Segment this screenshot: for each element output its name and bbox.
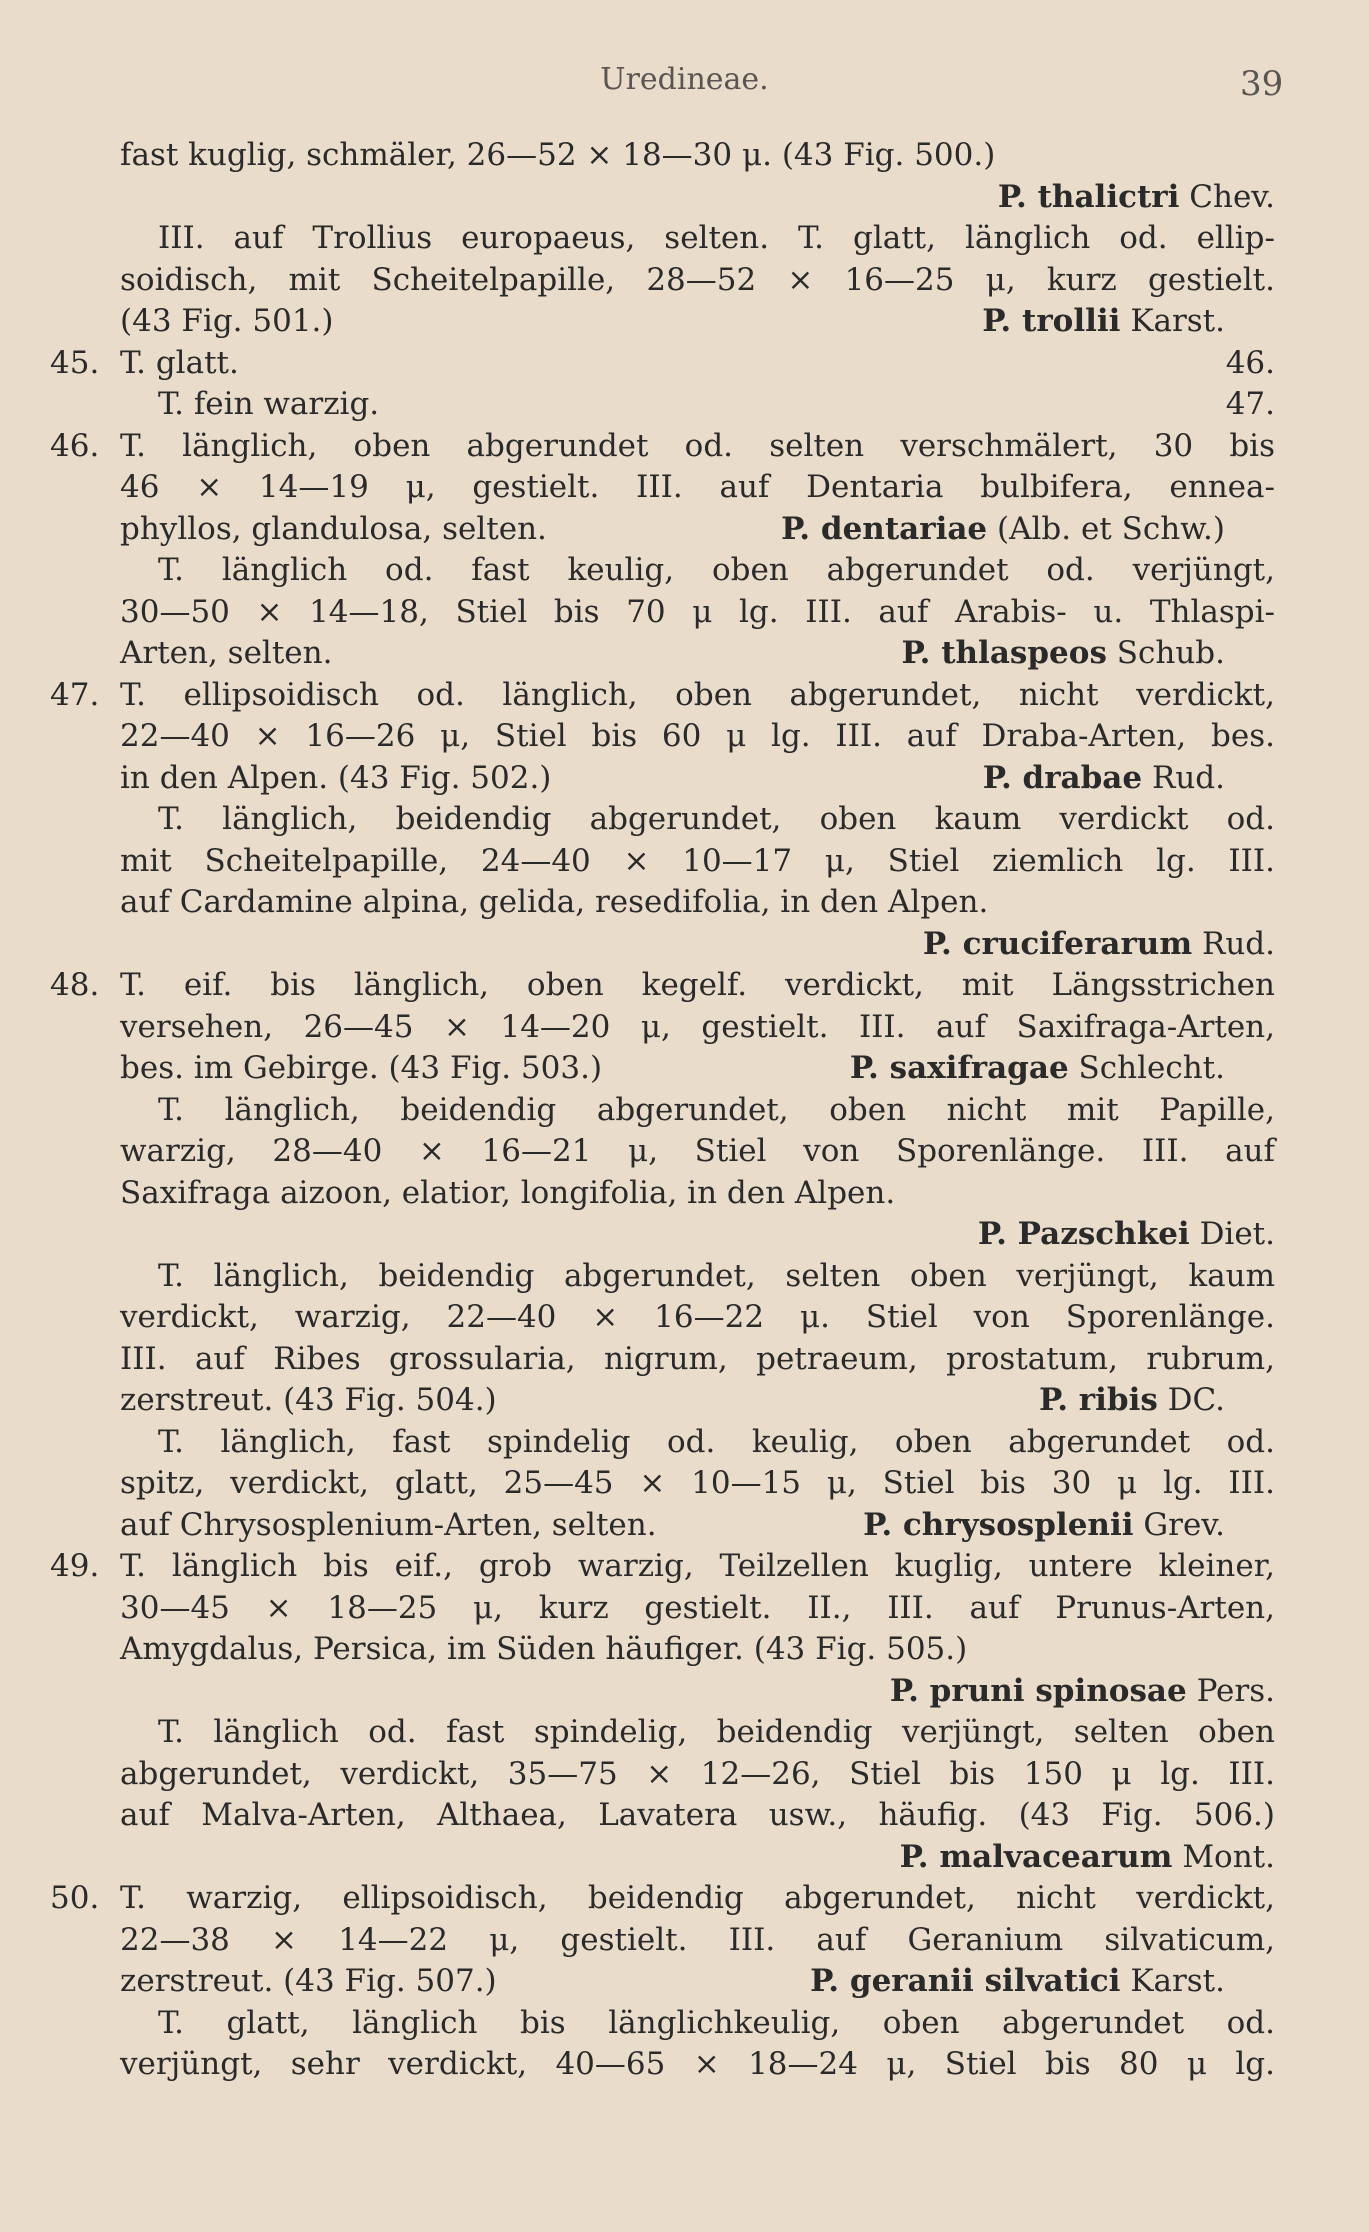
- text-line: [120, 1380, 1275, 1422]
- line-text: T. länglich, beidendig abgerundet, oben kaum verdickt od.: [158, 801, 1275, 837]
- species-author: (Alb. et Schw.): [997, 510, 1225, 547]
- key-number: 46.: [50, 427, 100, 464]
- line-text: T. länglich, fast spindelig od. keulig, oben abgerundet od.: [158, 1423, 1275, 1460]
- text-line: [120, 1920, 1275, 1962]
- text-body: [50, 135, 1275, 2086]
- text-line: [120, 882, 1275, 924]
- line-text: phyllos, glandulosa, selten.: [120, 510, 547, 547]
- text-line: [120, 1339, 1275, 1381]
- species-name: P. saxifragae: [849, 1050, 1069, 1086]
- line-text: Arten, selten.: [120, 635, 333, 671]
- text-line: [50, 965, 1275, 1007]
- key-number: 48.: [50, 967, 100, 1003]
- text-line: [120, 1961, 1275, 2003]
- species-author: Schub.: [1116, 635, 1225, 671]
- text-line: [120, 260, 1275, 302]
- line-text: versehen, 26—45 × 14—20 μ, gestielt. III. auf Saxifraga-Arten,: [120, 1008, 1275, 1045]
- text-line: [120, 716, 1275, 758]
- line-text: auf Malva-Arten, Althaea, Lavatera usw., häufig. (43 Fig. 506.): [120, 1797, 1275, 1833]
- species-entry: [863, 1505, 1275, 1547]
- text-line: [50, 1878, 1275, 1920]
- line-text: auf Cardamine alpina, gelida, resedifolia, in den Alpen.: [120, 884, 989, 920]
- species-author: Schlecht.: [1078, 1050, 1225, 1086]
- line-text: T. glatt.: [120, 344, 239, 381]
- line-text: warzig, 28—40 × 16—21 μ, Stiel von Sporenlänge. III. auf: [120, 1133, 1275, 1169]
- text-line: [120, 758, 1275, 800]
- species-author: Chev.: [1189, 178, 1275, 215]
- species-entry: [850, 1048, 1275, 1090]
- key-reference: 46.: [1225, 344, 1275, 381]
- line-text: verjüngt, sehr verdickt, 40—65 × 18—24 μ, Stiel bis 80 μ lg.: [120, 2046, 1275, 2082]
- line-text: T. ellipsoidisch od. länglich, oben abgerundet, nicht verdickt,: [120, 676, 1275, 713]
- text-line: [120, 1505, 1275, 1547]
- line-text: bes. im Gebirge. (43 Fig. 503.): [120, 1050, 603, 1086]
- text-line: [120, 1629, 1275, 1671]
- species-name: P. cruciferarum: [922, 925, 1193, 962]
- text-line: [120, 1837, 1275, 1879]
- species-entry: [982, 301, 1275, 343]
- species-author: Mont.: [1182, 1838, 1275, 1875]
- species-name: P. ribis: [1039, 1382, 1158, 1418]
- line-text: mit Scheitelpapille, 24—40 × 10—17 μ, Stiel ziemlich lg. III.: [120, 842, 1275, 879]
- species-author: DC.: [1167, 1382, 1225, 1418]
- text-line: [120, 1007, 1275, 1049]
- line-text: zerstreut. (43 Fig. 504.): [120, 1382, 497, 1418]
- running-header: Uredineae.: [600, 62, 769, 97]
- line-text: 22—40 × 16—26 μ, Stiel bis 60 μ lg. III. auf Draba-Arten, bes.: [120, 718, 1275, 754]
- text-line: [50, 1546, 1275, 1588]
- line-text: T. länglich, beidendig abgerundet, selten oben verjüngt, kaum: [158, 1257, 1275, 1294]
- text-line: [120, 924, 1275, 966]
- species-author: Grev.: [1143, 1506, 1225, 1543]
- line-text: III. auf Trollius europaeus, selten. T. glatt, länglich od. ellip-: [158, 220, 1275, 256]
- species-name: P. Pazschkei: [977, 1216, 1190, 1252]
- species-entry: [983, 758, 1275, 800]
- line-text: T. fein warzig.: [158, 386, 380, 422]
- text-line: [120, 1712, 1275, 1754]
- text-line: [120, 1090, 1275, 1132]
- text-line: [120, 1754, 1275, 1796]
- species-author: Diet.: [1199, 1216, 1275, 1252]
- line-text: spitz, verdickt, glatt, 25—45 × 10—15 μ, Stiel bis 30 μ lg. III.: [120, 1465, 1275, 1501]
- text-line: [120, 1048, 1275, 1090]
- species-name: P. malvacearum: [899, 1838, 1173, 1875]
- text-line: [120, 2044, 1275, 2086]
- text-line: [120, 1297, 1275, 1339]
- text-line: [120, 1463, 1275, 1505]
- species-name: P. geranii silvatici: [810, 1963, 1121, 1999]
- line-text: (43 Fig. 501.): [120, 303, 334, 339]
- text-line: [120, 1588, 1275, 1630]
- line-text: T. länglich od. fast keulig, oben abgerundet od. verjüngt,: [158, 552, 1275, 588]
- line-text: 30—45 × 18—25 μ, kurz gestielt. II., III. auf Prunus-Arten,: [120, 1589, 1275, 1626]
- species-name: P. thlaspeos: [901, 635, 1107, 671]
- line-text: zerstreut. (43 Fig. 507.): [120, 1963, 497, 1999]
- species-name: P. thalictri: [997, 178, 1180, 215]
- text-line: [120, 1256, 1275, 1298]
- line-text: T. länglich od. fast spindelig, beidendig verjüngt, selten oben: [158, 1714, 1275, 1750]
- text-line: [120, 633, 1275, 675]
- page-number: 39: [1240, 64, 1284, 104]
- text-line: [120, 177, 1275, 219]
- line-text: III. auf Ribes grossularia, nigrum, petraeum, prostatum, rubrum,: [120, 1340, 1275, 1377]
- line-text: T. länglich, oben abgerundet od. selten verschmälert, 30 bis: [120, 427, 1275, 464]
- text-line: [120, 384, 1275, 426]
- line-text: abgerundet, verdickt, 35—75 × 12—26, Stiel bis 150 μ lg. III.: [120, 1755, 1275, 1792]
- species-name: P. pruni spinosae: [889, 1672, 1187, 1709]
- text-line: [120, 1131, 1275, 1173]
- species-entry: [1039, 1380, 1275, 1422]
- key-number: 50.: [50, 1880, 100, 1916]
- species-name: P. chrysosplenii: [863, 1506, 1134, 1543]
- text-line: [120, 841, 1275, 883]
- key-number: 49.: [50, 1548, 100, 1584]
- species-author: Karst.: [1130, 303, 1225, 339]
- text-line: [120, 592, 1275, 634]
- text-line: [120, 1671, 1275, 1713]
- line-text: in den Alpen. (43 Fig. 502.): [120, 759, 552, 796]
- text-line: [120, 301, 1275, 343]
- text-line: [50, 426, 1275, 468]
- line-text: auf Chrysosplenium-Arten, selten.: [120, 1506, 657, 1543]
- species-entry: [781, 509, 1275, 551]
- line-text: 46 × 14—19 μ, gestielt. III. auf Dentaria bulbifera, ennea-: [120, 469, 1275, 505]
- species-author: Rud.: [1201, 925, 1275, 962]
- line-text: T. länglich, beidendig abgerundet, oben nicht mit Papille,: [158, 1091, 1275, 1128]
- text-line: [120, 135, 1275, 177]
- text-line: [120, 467, 1275, 509]
- line-text: 22—38 × 14—22 μ, gestielt. III. auf Geranium silvaticum,: [120, 1921, 1275, 1958]
- line-text: fast kuglig, schmäler, 26—52 × 18—30 μ. (43 Fig. 500.): [120, 137, 996, 173]
- key-number: 47.: [50, 676, 100, 713]
- line-text: soidisch, mit Scheitelpapille, 28—52 × 16—25 μ, kurz gestielt.: [120, 261, 1275, 298]
- line-text: Amygdalus, Persica, im Süden häufiger. (43 Fig. 505.): [120, 1631, 968, 1667]
- line-text: Saxifraga aizoon, elatior, longifolia, in den Alpen.: [120, 1174, 896, 1211]
- line-text: T. eif. bis länglich, oben kegelf. verdickt, mit Längsstrichen: [120, 967, 1275, 1003]
- key-reference: 47.: [1225, 386, 1275, 422]
- text-line: [50, 343, 1275, 385]
- species-author: Rud.: [1151, 759, 1225, 796]
- text-line: [120, 1422, 1275, 1464]
- species-name: P. dentariae: [781, 510, 988, 547]
- species-name: P. drabae: [982, 759, 1143, 796]
- text-line: [120, 509, 1275, 551]
- line-text: T. glatt, länglich bis länglichkeulig, oben abgerundet od.: [158, 2004, 1275, 2041]
- species-entry: [901, 633, 1275, 675]
- line-text: T. warzig, ellipsoidisch, beidendig abgerundet, nicht verdickt,: [120, 1880, 1275, 1916]
- line-text: verdickt, warzig, 22—40 × 16—22 μ. Stiel von Sporenlänge.: [120, 1299, 1275, 1335]
- species-entry: [810, 1961, 1275, 2003]
- text-line: [120, 2003, 1275, 2045]
- text-line: [120, 799, 1275, 841]
- text-line: [120, 1214, 1275, 1256]
- species-name: P. trollii: [982, 303, 1121, 339]
- text-line: [120, 1795, 1275, 1837]
- text-line: [50, 675, 1275, 717]
- text-line: [120, 218, 1275, 260]
- species-author: Karst.: [1130, 1963, 1225, 1999]
- species-author: Pers.: [1196, 1672, 1275, 1709]
- text-line: [120, 1173, 1275, 1215]
- line-text: 30—50 × 14—18, Stiel bis 70 μ lg. III. auf Arabis- u. Thlaspi-: [120, 593, 1275, 630]
- line-text: T. länglich bis eif., grob warzig, Teilzellen kuglig, untere kleiner,: [120, 1548, 1275, 1584]
- key-number: 45.: [50, 344, 100, 381]
- text-line: [120, 550, 1275, 592]
